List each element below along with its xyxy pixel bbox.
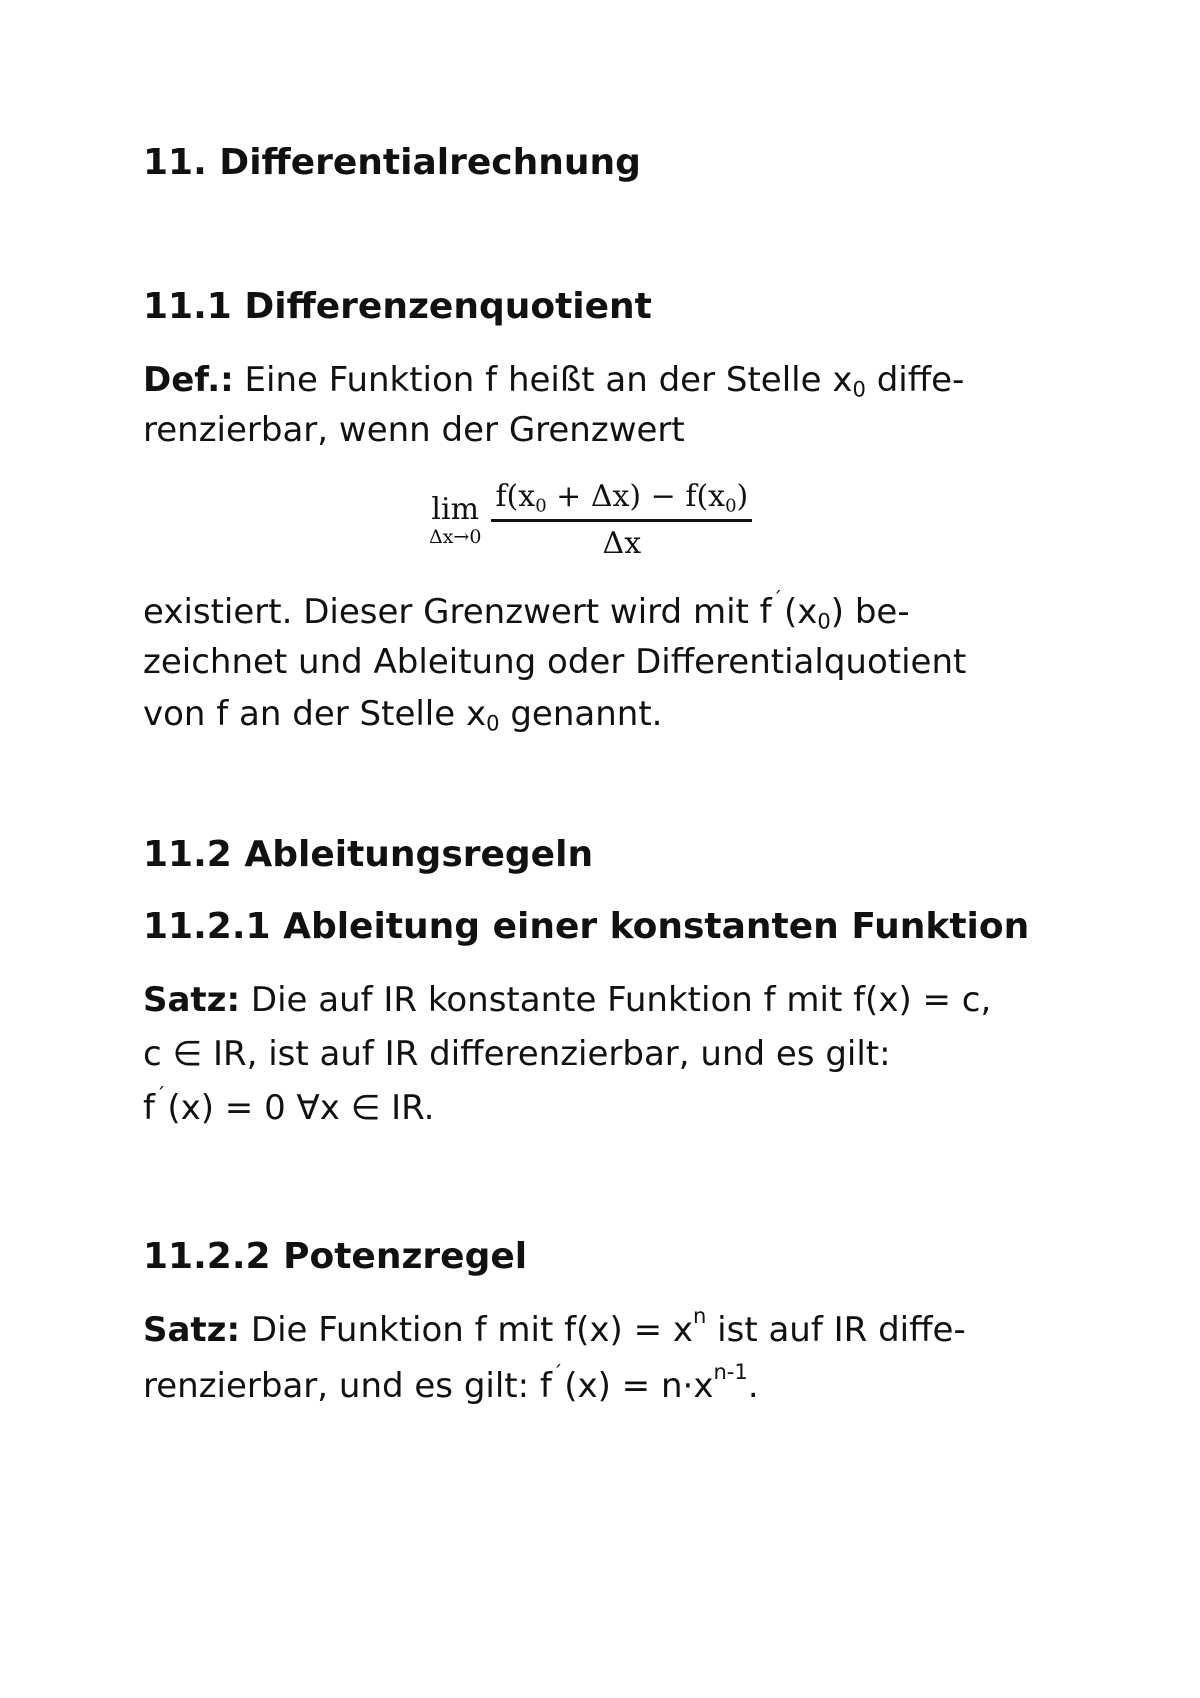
section-title-ableitungsregeln: 11.2 Ableitungsregeln [143,834,594,875]
chapter-title: 11. Differentialrechnung [143,142,641,183]
definition-label: Def.: [143,360,234,400]
satz-label: Satz: [143,980,241,1020]
paragraph-line-3: von f an der Stelle $x_0$ genannt. [143,694,663,736]
quotient-denominator: Δx [602,526,642,561]
difference-quotient [491,478,752,563]
definition-line-1: Def.: Eine Funktion f heißt an der Stelle $x_0$ diffe- [143,360,965,402]
limit-operator: lim Δx→0 [429,491,482,548]
subsection-title-potenzregel: 11.2.2 Potenzregel [143,1236,528,1277]
subsection-title-konstante-funktion: 11.2.1 Ableitung einer konstanten Funktion [143,906,1030,947]
satz-label: Satz: [143,1310,241,1350]
satz-2-line-2: renzierbar, und es gilt: $f^´(x) = n\cdot x^{n-1}$. [143,1359,759,1406]
satz-1-line-3: f´(x) = 0 ∀x ∈ IR. [143,1085,435,1128]
section-title-differenzenquotient: 11.1 Differenzenquotient [143,286,652,327]
fraction-bar [491,519,752,522]
satz-2-line-1: Satz: Die Funktion f mit $f(x) = x^n$ ist auf IR diffe- [143,1303,966,1350]
real-numbers-symbol: IR [383,980,418,1020]
satz-1-line-1: Satz: Die auf IR konstante Funktion f mit f(x) = c, [143,980,992,1020]
paragraph-line-1: existiert. Dieser Grenzwert wird mit $f^´(x_0)$ be- [143,589,910,634]
definition-line-2: renzierbar, wenn der Grenzwert [143,410,685,450]
paragraph-line-2: zeichnet und Ableitung oder Differentialquotient [143,642,967,682]
limit-formula [429,478,752,563]
quotient-numerator: $f(x_0 + \Delta x) - f(x_0)$ [495,479,749,517]
satz-1-line-2: c ∈ IR, ist auf IR differenzierbar, und es gilt: [143,1034,891,1074]
